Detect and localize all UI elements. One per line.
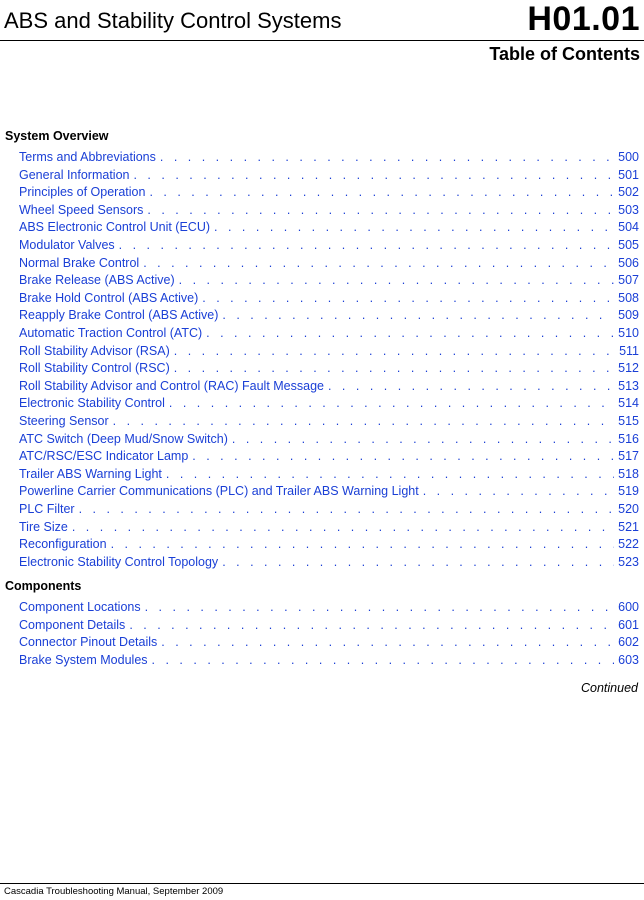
dot-leader xyxy=(147,203,614,217)
toc-entry-title: Trailer ABS Warning Light xyxy=(19,466,162,481)
toc-entry-page: 504 xyxy=(618,220,639,235)
toc-entry-title: PLC Filter xyxy=(19,502,75,516)
section-code: H01.01 xyxy=(527,0,640,38)
dot-leader xyxy=(160,150,614,164)
toc-entry[interactable] xyxy=(19,308,639,325)
dot-leader xyxy=(214,220,614,234)
dot-leader xyxy=(169,396,614,410)
toc-entry[interactable] xyxy=(19,203,639,220)
toc-entry-title: Roll Stability Advisor (RSA) xyxy=(19,343,170,358)
toc-entry[interactable] xyxy=(19,537,639,554)
toc-entry-page: 500 xyxy=(618,150,639,164)
toc-entry[interactable] xyxy=(19,291,639,308)
dot-leader xyxy=(161,635,614,649)
toc-title: Table of Contents xyxy=(489,44,640,64)
dot-leader xyxy=(232,432,614,446)
toc-entry-title: Component Locations xyxy=(19,600,141,614)
toc-entry-title: Terms and Abbreviations xyxy=(19,150,156,164)
toc-entry-title: Brake Hold Control (ABS Active) xyxy=(19,290,199,305)
toc-entry[interactable] xyxy=(19,449,639,466)
toc-entry-title: Connector Pinout Details xyxy=(19,635,158,650)
toc-entry[interactable] xyxy=(19,618,639,635)
document-title: ABS and Stability Control Systems xyxy=(4,8,342,33)
dot-leader xyxy=(79,502,615,516)
dot-leader xyxy=(145,600,615,614)
toc-entry-page: 511 xyxy=(619,343,639,358)
toc-entry-page: 501 xyxy=(618,167,639,182)
toc-entry-title: Roll Stability Control (RSC) xyxy=(19,361,170,376)
toc-entry-page: 601 xyxy=(618,617,639,632)
dot-leader xyxy=(119,238,614,252)
dot-leader xyxy=(113,414,615,428)
toc-entry-title: Normal Brake Control xyxy=(19,255,140,270)
toc-entry-title: Steering Sensor xyxy=(19,414,109,428)
dot-leader xyxy=(129,618,614,632)
toc-entry-page: 512 xyxy=(618,361,639,376)
dot-leader xyxy=(423,484,614,498)
toc-entry[interactable] xyxy=(19,185,639,202)
toc-entry-title: Reconfiguration xyxy=(19,537,107,552)
toc-entry-title: ATC Switch (Deep Mud/Snow Switch) xyxy=(19,431,228,446)
dot-leader xyxy=(222,308,614,322)
dot-leader xyxy=(179,273,615,287)
toc-entry-page: 602 xyxy=(618,635,639,650)
dot-leader xyxy=(166,467,614,481)
toc-entry[interactable] xyxy=(19,467,639,484)
toc-entry-title: Powerline Carrier Communications (PLC) and Trailer ABS Warning Light xyxy=(19,484,419,499)
toc-entry-page: 519 xyxy=(618,484,639,499)
toc-entry-page: 520 xyxy=(618,502,639,516)
dot-leader xyxy=(152,653,615,667)
toc-entry[interactable] xyxy=(19,168,639,185)
header-divider xyxy=(0,40,644,41)
toc-entry[interactable] xyxy=(19,635,639,652)
toc-entry[interactable] xyxy=(19,600,639,617)
toc-entry-page: 509 xyxy=(618,308,639,323)
toc-entry[interactable] xyxy=(19,273,639,290)
toc-entry-page: 522 xyxy=(618,537,639,552)
toc-entry-page: 510 xyxy=(618,326,639,340)
toc-entry-title: Tire Size xyxy=(19,519,68,534)
dot-leader xyxy=(174,344,615,358)
dot-leader xyxy=(202,291,614,305)
toc-entry[interactable] xyxy=(19,520,639,537)
toc-entry-title: Brake System Modules xyxy=(19,652,148,667)
toc-entry[interactable] xyxy=(19,484,639,501)
dot-leader xyxy=(192,449,614,463)
toc-entry-page: 600 xyxy=(618,600,639,614)
dot-leader xyxy=(111,537,615,551)
toc-entry-title: Automatic Traction Control (ATC) xyxy=(19,326,203,340)
toc-entry[interactable] xyxy=(19,414,639,431)
toc-entry-title: ATC/RSC/ESC Indicator Lamp xyxy=(19,449,189,464)
toc-entry[interactable] xyxy=(19,344,639,361)
toc-entry-page: 603 xyxy=(618,652,639,667)
toc-entry-title: Wheel Speed Sensors xyxy=(19,202,144,217)
toc-entry-page: 513 xyxy=(618,378,639,393)
toc-entry-page: 514 xyxy=(618,396,639,411)
section-heading-system-overview: System Overview xyxy=(5,129,109,143)
footer-text: Cascadia Troubleshooting Manual, September 2009 xyxy=(4,886,224,897)
toc-entry[interactable] xyxy=(19,256,639,273)
toc-entry-title: Component Details xyxy=(19,617,126,632)
page-header xyxy=(0,0,644,40)
dot-leader xyxy=(222,555,614,569)
footer-divider xyxy=(0,883,644,884)
toc-entry-page: 502 xyxy=(618,185,639,200)
dot-leader xyxy=(206,326,614,340)
toc-entry[interactable] xyxy=(19,653,639,670)
toc-entry[interactable] xyxy=(19,396,639,413)
toc-entry[interactable] xyxy=(19,326,639,343)
toc-entry[interactable] xyxy=(19,502,639,519)
toc-entry-title: Reapply Brake Control (ABS Active) xyxy=(19,308,219,323)
toc-entry-title: Electronic Stability Control Topology xyxy=(19,554,219,569)
toc-entry-title: Roll Stability Advisor and Control (RAC) Fault Message xyxy=(19,378,324,393)
dot-leader xyxy=(72,520,614,534)
toc-entry-page: 506 xyxy=(618,255,639,270)
toc-entry[interactable] xyxy=(19,150,639,167)
toc-entry-title: ABS Electronic Control Unit (ECU) xyxy=(19,220,211,235)
toc-entry-title: Electronic Stability Control xyxy=(19,396,165,411)
toc-entry[interactable] xyxy=(19,432,639,449)
toc-entry-page: 521 xyxy=(618,519,639,534)
toc-entry-page: 523 xyxy=(618,554,639,569)
toc-entry-title: Principles of Operation xyxy=(19,185,146,200)
toc-entry-page: 517 xyxy=(618,449,639,464)
toc-entry-page: 518 xyxy=(618,466,639,481)
toc-entry-page: 503 xyxy=(618,202,639,217)
dot-leader xyxy=(133,168,614,182)
toc-entry-title: Brake Release (ABS Active) xyxy=(19,273,175,288)
dot-leader xyxy=(328,379,614,393)
toc-entry-title: Modulator Valves xyxy=(19,238,115,252)
toc-entry-title: General Information xyxy=(19,167,130,182)
toc-entry[interactable] xyxy=(19,379,639,396)
toc-entry[interactable] xyxy=(19,238,639,255)
section-heading-components: Components xyxy=(5,579,82,593)
toc-entry-page: 516 xyxy=(618,431,639,446)
dot-leader xyxy=(174,361,614,375)
toc-entry[interactable] xyxy=(19,555,639,572)
toc-entry[interactable] xyxy=(19,361,639,378)
dot-leader xyxy=(143,256,614,270)
toc-entry[interactable] xyxy=(19,220,639,237)
toc-entry-page: 515 xyxy=(618,414,639,428)
toc-entry-page: 507 xyxy=(618,273,639,288)
dot-leader xyxy=(149,185,614,199)
toc-entry-page: 508 xyxy=(618,290,639,305)
toc-entry-page: 505 xyxy=(618,238,639,252)
continued-label: Continued xyxy=(581,681,638,695)
